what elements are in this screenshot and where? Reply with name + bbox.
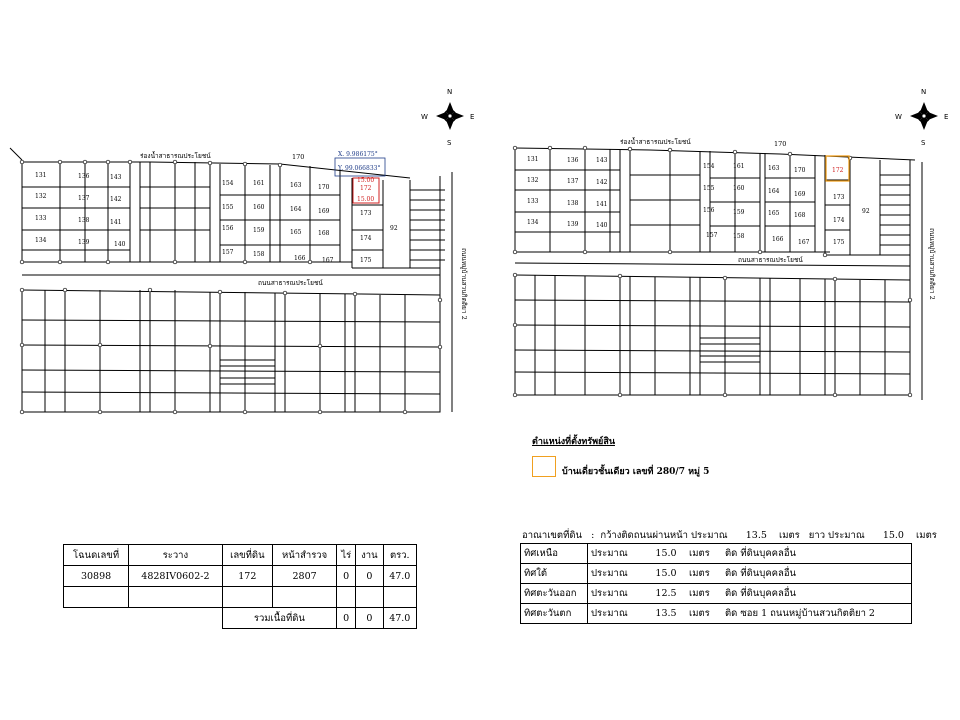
svg-text:168: 168 <box>318 230 330 237</box>
right-road-top-label: ร่องน้ำสาธารณประโยชน์ <box>620 138 691 146</box>
svg-text:161: 161 <box>253 180 265 187</box>
svg-text:131: 131 <box>527 156 539 163</box>
legend-title: ตำแหน่งที่ตั้งทรัพย์สิน <box>532 437 615 447</box>
right-compass-w: W <box>895 113 902 121</box>
boundary-table <box>520 543 912 624</box>
svg-text:157: 157 <box>222 249 234 256</box>
svg-text:166: 166 <box>772 236 784 243</box>
total-label: รวมเนื้อที่ดิน <box>222 608 337 629</box>
svg-text:175: 175 <box>833 239 845 246</box>
svg-text:155: 155 <box>703 185 715 192</box>
svg-text:136: 136 <box>78 173 90 180</box>
svg-text:174: 174 <box>360 235 372 242</box>
left-top-170: 170 <box>292 153 305 161</box>
dir-south: ทิศใต้ <box>521 564 588 584</box>
cell-survey-page: 2807 <box>273 566 337 587</box>
cell-rai: 0 <box>337 566 356 587</box>
right-map-lines <box>515 148 922 400</box>
table-row: ทิศตะวันออก ประมาณ 12.5 เมตร ติด ที่ดินบุคคลอื่น <box>521 584 912 604</box>
svg-text:142: 142 <box>596 179 608 186</box>
legend-text: บ้านเดี่ยวชั้นเดียว เลขที่ 280/7 หมู่ 5 <box>562 467 710 477</box>
table-row <box>64 566 417 587</box>
svg-text:160: 160 <box>253 204 265 211</box>
left-compass-w: W <box>421 113 428 121</box>
legend-swatch <box>532 456 556 477</box>
svg-text:155: 155 <box>222 204 234 211</box>
cell-sqwa: 47.0 <box>383 566 416 587</box>
left-compass-s: S <box>447 139 452 147</box>
svg-text:163: 163 <box>290 182 302 189</box>
svg-text:134: 134 <box>527 219 539 226</box>
deed-table <box>63 544 417 629</box>
svg-text:172: 172 <box>360 185 372 192</box>
svg-text:158: 158 <box>253 251 265 258</box>
boundary-overall: อาณาเขตที่ดิน : กว้างติดถนนผ่านหน้า ประมาณ 13.5 เมตร ยาว ประมาณ 15.0 เมตร <box>522 530 937 541</box>
svg-text:163: 163 <box>768 165 780 172</box>
svg-text:137: 137 <box>78 195 90 202</box>
svg-text:141: 141 <box>110 219 122 226</box>
right-road-mid-label: ถนนสาธารณประโยชน์ <box>738 256 803 264</box>
svg-text:167: 167 <box>798 239 810 246</box>
dir-east: ทิศตะวันออก <box>521 584 588 604</box>
svg-text:175: 175 <box>360 257 372 264</box>
header-ngan: งาน <box>356 545 383 566</box>
left-map-lines <box>10 148 452 412</box>
svg-text:168: 168 <box>794 212 806 219</box>
svg-text:170: 170 <box>318 184 330 191</box>
svg-text:133: 133 <box>35 215 47 222</box>
svg-text:131: 131 <box>35 172 47 179</box>
right-top-170: 170 <box>774 140 787 148</box>
svg-text:156: 156 <box>703 207 715 214</box>
header-land-no: เลขที่ดิน <box>222 545 272 566</box>
svg-text:137: 137 <box>567 178 579 185</box>
header-sqwa: ตรว. <box>383 545 416 566</box>
svg-text:X. 9.986175°: X. 9.986175° <box>338 151 378 158</box>
svg-text:140: 140 <box>596 222 608 229</box>
table-row: ทิศใต้ ประมาณ 15.0 เมตร ติด ที่ดินบุคคลอื่น <box>521 564 912 584</box>
svg-text:132: 132 <box>527 177 539 184</box>
svg-text:173: 173 <box>833 194 845 201</box>
left-road-mid-label: ถนนสาธารณประโยชน์ <box>258 279 323 287</box>
svg-text:Y. 99.066833°: Y. 99.066833° <box>338 165 381 172</box>
cell-sheet: 4828IV0602-2 <box>129 566 222 587</box>
svg-text:173: 173 <box>360 210 372 217</box>
svg-text:164: 164 <box>290 206 302 213</box>
left-map <box>10 88 474 414</box>
dir-north: ทิศเหนือ <box>521 544 588 564</box>
header-survey-page: หน้าสำรวจ <box>273 545 337 566</box>
svg-text:143: 143 <box>110 174 122 181</box>
svg-text:142: 142 <box>110 196 122 203</box>
dir-west: ทิศตะวันตก <box>521 604 588 624</box>
svg-text:134: 134 <box>35 237 47 244</box>
svg-text:170: 170 <box>794 167 806 174</box>
svg-text:156: 156 <box>222 225 234 232</box>
right-compass-e: E <box>944 113 949 121</box>
svg-text:15.00: 15.00 <box>357 177 375 184</box>
svg-text:136: 136 <box>567 157 579 164</box>
svg-text:159: 159 <box>253 227 265 234</box>
left-compass-n: N <box>447 88 453 96</box>
svg-text:133: 133 <box>527 198 539 205</box>
svg-text:138: 138 <box>567 200 579 207</box>
table-row: ทิศตะวันตก ประมาณ 13.5 เมตร ติด ซอย 1 ถนนหมู่บ้านสวนกิตติยา 2 <box>521 604 912 624</box>
total-ngan: 0 <box>356 608 383 629</box>
svg-text:164: 164 <box>768 188 780 195</box>
left-compass-e: E <box>470 113 475 121</box>
svg-text:169: 169 <box>318 208 330 215</box>
total-rai: 0 <box>337 608 356 629</box>
svg-text:160: 160 <box>733 185 745 192</box>
right-target-parcel <box>826 156 849 181</box>
left-compass <box>436 102 464 130</box>
svg-text:172: 172 <box>832 167 844 174</box>
svg-text:166: 166 <box>294 255 306 262</box>
svg-text:159: 159 <box>733 209 745 216</box>
left-target-parcel <box>353 177 379 203</box>
svg-text:167: 167 <box>322 257 334 264</box>
header-rai: ไร่ <box>337 545 356 566</box>
cell-ngan: 0 <box>356 566 383 587</box>
svg-text:92: 92 <box>390 225 398 232</box>
svg-text:165: 165 <box>768 210 780 217</box>
table-total-row <box>64 608 417 629</box>
legend <box>532 434 615 448</box>
table-row: ทิศเหนือ ประมาณ 15.0 เมตร ติด ที่ดินบุคคลอื่น <box>521 544 912 564</box>
right-road-right-label: ถนนหมู่บ้านสวนกิตติยา 2 <box>928 228 936 300</box>
table-row-empty <box>64 587 417 608</box>
svg-text:15.00: 15.00 <box>357 196 375 203</box>
svg-text:165: 165 <box>290 229 302 236</box>
cell-deed-no: 30898 <box>64 566 129 587</box>
svg-text:140: 140 <box>114 241 126 248</box>
deed-table-header <box>64 545 417 566</box>
right-compass-n: N <box>921 88 927 96</box>
svg-text:158: 158 <box>733 233 745 240</box>
svg-text:141: 141 <box>596 201 608 208</box>
svg-text:139: 139 <box>567 221 579 228</box>
left-road-top-label: ร่องน้ำสาธารณประโยชน์ <box>140 152 211 160</box>
left-road-right-label: ถนนหมู่บ้านสวนกิตติยา 2 <box>460 248 468 320</box>
svg-text:143: 143 <box>596 157 608 164</box>
svg-text:139: 139 <box>78 239 90 246</box>
svg-text:92: 92 <box>862 208 870 215</box>
svg-text:157: 157 <box>706 232 718 239</box>
right-map <box>513 88 948 400</box>
svg-text:154: 154 <box>222 180 234 187</box>
svg-text:154: 154 <box>703 163 715 170</box>
svg-text:169: 169 <box>794 191 806 198</box>
svg-text:138: 138 <box>78 217 90 224</box>
header-sheet: ระวาง <box>129 545 222 566</box>
svg-text:132: 132 <box>35 193 47 200</box>
cell-land-no: 172 <box>222 566 272 587</box>
svg-text:174: 174 <box>833 217 845 224</box>
header-deed-no: โฉนดเลขที่ <box>64 545 129 566</box>
total-sqwa: 47.0 <box>383 608 416 629</box>
right-compass-s: S <box>921 139 926 147</box>
right-compass <box>910 102 938 130</box>
svg-text:161: 161 <box>733 163 745 170</box>
